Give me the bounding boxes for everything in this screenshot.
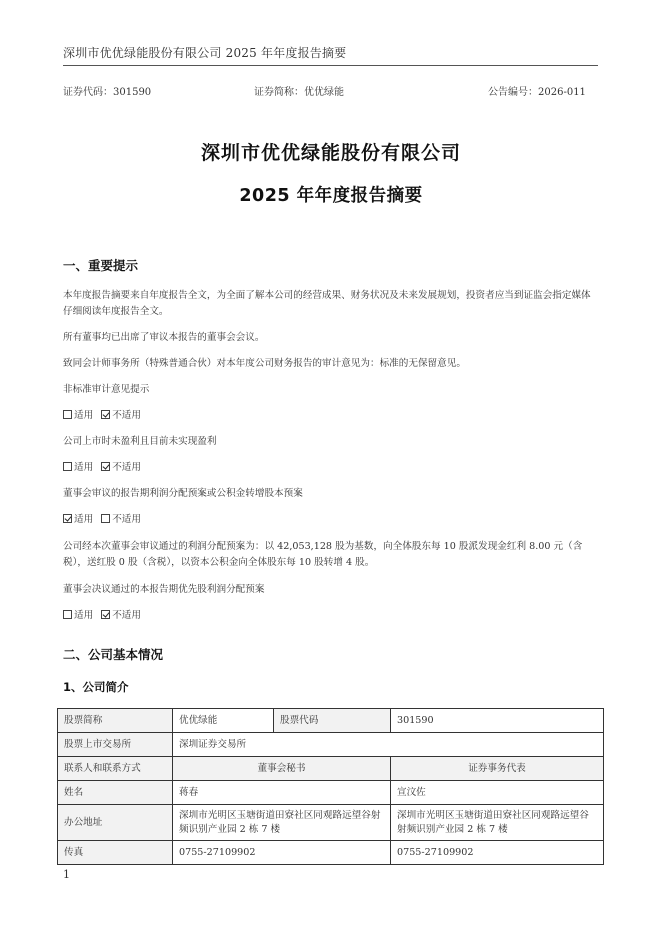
company-profile-subheading: 1、公司简介 xyxy=(63,680,129,694)
checkbox-unchecked-icon xyxy=(63,410,72,419)
fax-label: 传真 xyxy=(58,841,173,865)
checkbox-checked-icon xyxy=(101,610,110,619)
notice-number: 公告编号：2026-011 xyxy=(488,87,586,98)
report-title: 2025 年年度报告摘要 xyxy=(239,186,423,206)
exchange-value: 深圳证券交易所 xyxy=(173,733,604,757)
stock-short-name: 证券简称：优优绿能 xyxy=(254,87,344,98)
stock-code: 证券代码：301590 xyxy=(63,87,152,98)
option-not-applicable: 不适用 xyxy=(112,514,141,525)
secretary-address: 深圳市光明区玉塘街道田寮社区同观路远望谷射频识别产业园 2 栋 7 楼 xyxy=(173,805,391,841)
rep-name: 宣汶佐 xyxy=(391,781,604,805)
summary-source-paragraph: 本年度报告摘要来自年度报告全文，为全面了解本公司的经营成果、财务状况及未来发展规划，投资者应当到证监会指定媒体仔细阅读年度报告全文。 xyxy=(63,290,591,317)
section-company-info-heading: 二、公司基本情况 xyxy=(63,647,164,662)
address-label: 办公地址 xyxy=(58,805,173,841)
directors-attendance-paragraph: 所有董事均已出席了审议本报告的董事会会议。 xyxy=(63,332,265,343)
table-row xyxy=(58,757,604,781)
name-label: 姓名 xyxy=(58,781,173,805)
option-not-applicable: 不适用 xyxy=(112,462,141,473)
secretary-fax: 0755-27109902 xyxy=(173,841,391,865)
contact-label: 联系人和联系方式 xyxy=(58,757,173,781)
stock-code-label: 股票代码 xyxy=(274,709,391,733)
option-row-distribution xyxy=(63,512,600,528)
table-row xyxy=(58,781,604,805)
secretary-name: 蒋春 xyxy=(173,781,391,805)
checkbox-unchecked-icon xyxy=(101,514,110,523)
option-applicable: 适用 xyxy=(74,610,94,621)
board-secretary-header: 董事会秘书 xyxy=(173,757,391,781)
running-header: 深圳市优优绿能股份有限公司 2025 年年度报告摘要 xyxy=(63,44,598,66)
company-title: 深圳市优优绿能股份有限公司 xyxy=(200,142,461,164)
stock-abbr-label: 股票简称 xyxy=(58,709,173,733)
option-not-applicable: 不适用 xyxy=(112,410,141,421)
stock-code-value: 301590 xyxy=(391,709,604,733)
page-number: 1 xyxy=(63,868,70,881)
table-row xyxy=(58,709,604,733)
distribution-plan-paragraph: 公司经本次董事会审议通过的利润分配预案为：以 42,053,128 股为基数，向全体股东每 10 股派发现金红利 8.00 元（含税），送红股 0 股（含税），以资本公积金向全体股东每 10 股转增 4 股。 xyxy=(63,541,583,568)
checkbox-checked-icon xyxy=(101,462,110,471)
table-row xyxy=(58,805,604,841)
option-not-applicable: 不适用 xyxy=(112,610,141,621)
rep-address: 深圳市光明区玉塘街道田寮社区同观路远望谷射频识别产业园 2 栋 7 楼 xyxy=(391,805,604,841)
table-row xyxy=(58,733,604,757)
distribution-plan-label: 董事会审议的报告期利润分配预案或公积金转增股本预案 xyxy=(63,488,303,499)
checkbox-checked-icon xyxy=(63,514,72,523)
checkbox-checked-icon xyxy=(101,410,110,419)
option-applicable: 适用 xyxy=(74,462,94,473)
table-row xyxy=(58,841,604,865)
audit-opinion-paragraph: 致同会计师事务所（特殊普通合伙）对本年度公司财务报告的审计意见为：标准的无保留意见。 xyxy=(63,358,466,369)
section-important-notes-heading: 一、重要提示 xyxy=(63,258,139,273)
option-row-preferred xyxy=(63,608,600,624)
option-row-audit xyxy=(63,408,600,424)
preferred-dividend-label: 董事会决议通过的本报告期优先股利润分配预案 xyxy=(63,584,265,595)
stock-abbr-value: 优优绿能 xyxy=(173,709,274,733)
exchange-label: 股票上市交易所 xyxy=(58,733,173,757)
securities-rep-header: 证券事务代表 xyxy=(391,757,604,781)
profitability-label: 公司上市时未盈利且目前未实现盈利 xyxy=(63,436,217,447)
rep-fax: 0755-27109902 xyxy=(391,841,604,865)
option-applicable: 适用 xyxy=(74,410,94,421)
option-applicable: 适用 xyxy=(74,514,94,525)
company-profile-table xyxy=(57,708,604,865)
option-row-profit xyxy=(63,460,600,476)
non-standard-audit-label: 非标准审计意见提示 xyxy=(63,384,150,395)
checkbox-unchecked-icon xyxy=(63,610,72,619)
checkbox-unchecked-icon xyxy=(63,462,72,471)
